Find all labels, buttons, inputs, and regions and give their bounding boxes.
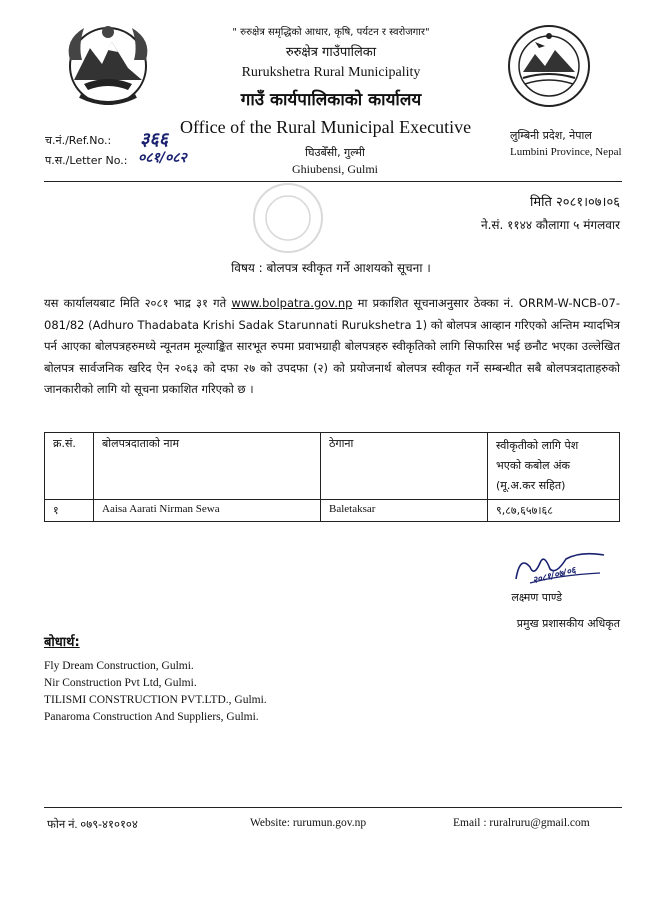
office-name-english: Office of the Rural Municipal Executive <box>180 117 472 137</box>
signatory-name: लक्ष्मण पाण्डे <box>511 591 562 604</box>
footer-divider <box>44 807 622 808</box>
province-english: Lumbini Province, Nepal <box>510 146 622 158</box>
footer-email[interactable]: Email : ruralruru@gmail.com <box>453 817 590 829</box>
body-text-part1: यस कार्यालयबाट मिति २०८१ भाद्र ३१ गते <box>44 296 232 310</box>
table-header-row <box>45 433 620 500</box>
subject-line: विषय : बोलपत्र स्वीकृत गर्ने आशयको सूचना । <box>231 261 431 275</box>
header-address: ठेगाना <box>321 433 488 500</box>
ref-no-label: च.नं./Ref.No.: <box>45 134 112 147</box>
municipality-name-english: Rurukshetra Rural Municipality <box>241 65 421 80</box>
municipality-name-nepali: रुरुक्षेत्र गाउँपालिका <box>285 45 377 60</box>
motto-text: " रुरुक्षेत्र समृद्धिको आधार, कृषि, पर्यटन र स्वरोजगार" <box>232 27 430 38</box>
body-text-part2: मा प्रकाशित सूचनाअनुसार ठेक्का नं. ORRM-W-NCB-07-081/82 (Adhuro Thadabata Krishi Sadak Starunnati Rurukshetra 1) को बोलपत्र आव्हान गरिएको अन्तिम म्यादभित्र पर्न आएका बोलपत्रहरुमध्ये न्यूनतम मूल्याङ्कित सारभूत रुपमा प्रवाभग्राही बोलपत्रहरु स्वीकृतिको लागि सिफारिस भई छनौट भएका उल्लेखित बोलपत्र सार्वजनिक खरिद ऐन २०६३ को दफा २७ को उपदफा (२) को प्रयोजनार्थ बोलपत्र स्वीकृत गर्ने सम्बन्धीत सबै बोलपत्रदाताहरुको जानकारीको लागि यो सूचना प्रकाशित गरिएको छ । <box>44 296 620 396</box>
letter-no-label: प.स./Letter No.: <box>45 154 128 167</box>
signature-date: २०८१/०७/०६ <box>531 565 577 587</box>
bid-table <box>44 432 620 522</box>
header-amount-line2: भएको कबोल अंक <box>496 459 570 472</box>
address-english: Ghiubensi, Gulmi <box>292 162 378 176</box>
ref-no-value: ३६६ <box>140 129 169 150</box>
header-bidder: बोलपत्रदाताको नाम <box>94 433 321 500</box>
footer-website[interactable]: Website: rurumun.gov.np <box>250 817 367 829</box>
nepal-sambat-date: ने.सं. ११४४ कौलागा ५ मंगलवार <box>480 218 620 232</box>
list-item: Panaroma Construction And Suppliers, Gulmi. <box>44 711 259 723</box>
header-amount <box>488 433 620 500</box>
letter-no-value: ०८१/०८२ <box>138 150 187 166</box>
address-nepali: घिउबेँसी, गुल्मी <box>305 146 365 159</box>
list-item: Fly Dream Construction, Gulmi. <box>44 660 194 672</box>
bolpatra-link[interactable]: www.bolpatra.gov.np <box>231 296 353 310</box>
cell-amount: ९,८७,६५७।६८ <box>488 500 620 522</box>
province-nepali: लुम्बिनी प्रदेश, नेपाल <box>510 129 592 142</box>
cell-sn: १ <box>45 500 94 522</box>
date-line: मिति २०८१।०७।०६ <box>530 195 620 210</box>
list-item: TILISMI CONSTRUCTION PVT.LTD., Gulmi. <box>44 694 267 706</box>
bodhartha-list <box>44 658 267 726</box>
bodhartha-label: बोधार्थ: <box>44 635 80 650</box>
header-sn: क्र.सं. <box>45 433 94 500</box>
header-divider <box>44 181 622 182</box>
table-row <box>45 500 620 522</box>
signatory-title: प्रमुख प्रशासकीय अधिकृत <box>516 617 620 630</box>
office-name-nepali: गाउँ कार्यपालिकाको कार्यालय <box>240 90 422 110</box>
header-amount-line1: स्वीकृतीको लागि पेश <box>496 439 579 452</box>
notice-body <box>44 293 620 401</box>
cell-address: Baletaksar <box>321 500 488 522</box>
office-stamp-icon <box>248 178 328 258</box>
header-amount-line3: (मू.अ.कर सहित) <box>496 479 566 492</box>
list-item: Nir Construction Pvt Ltd, Gulmi. <box>44 677 197 689</box>
cell-bidder: Aaisa Aarati Nirman Sewa <box>94 500 321 522</box>
footer-phone: फोन नं. ०७९-४१०१०४ <box>47 819 138 831</box>
